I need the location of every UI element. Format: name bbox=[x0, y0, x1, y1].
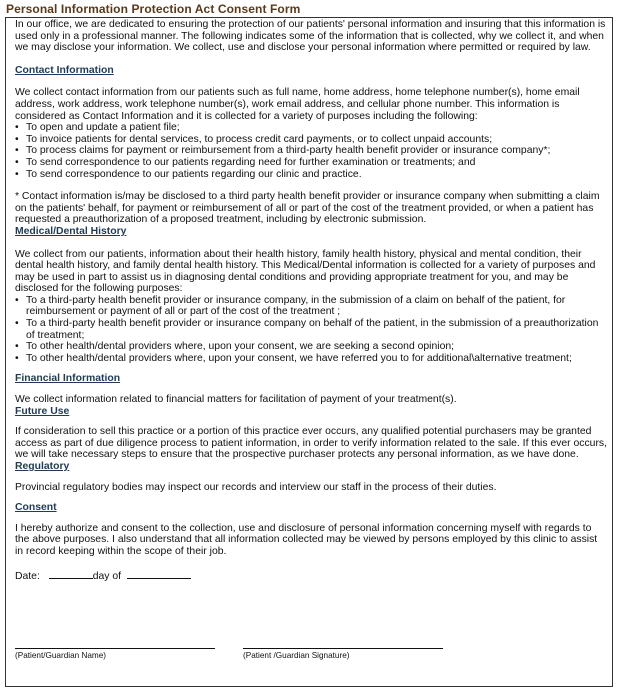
list-item: • To send correspondence to our patients regarding our clinic and practice. bbox=[15, 169, 607, 181]
month-blank[interactable] bbox=[127, 569, 191, 579]
contact-list bbox=[15, 122, 607, 180]
signature-line[interactable] bbox=[243, 648, 443, 649]
signature-signature-block bbox=[243, 648, 443, 660]
medical-heading: Medical/Dental History bbox=[15, 225, 127, 237]
regulatory-heading: Regulatory bbox=[15, 461, 70, 472]
consent-paragraph: I hereby authorize and consent to the collection, use and disclosure of personal information concerning myself with regards to the above purposes. I also understand that all information collected may be viewed by persons employed by this clinic to assist in record keeping within the scope of their job. bbox=[15, 522, 598, 557]
consent-heading: Consent bbox=[15, 502, 57, 514]
financial-heading: Financial Information bbox=[15, 373, 121, 385]
list-item: • To send correspondence to our patients regarding need for further examination or treatments; and bbox=[15, 157, 607, 169]
form-box bbox=[5, 17, 613, 687]
medical-paragraph: We collect from our patients, information about their health history, family health history, physical and mental condition, their dental health history, and family dental health history. This Medical/Dental information is collected for a variety of purposes and may be used in part to assist us in diagnosing dental conditions and providing appropriate treatment for you, and may be disclosed for the following purposes: bbox=[15, 248, 596, 295]
list-item: • To open and update a patient file; bbox=[15, 122, 607, 134]
form-title: Personal Information Protection Act Consent Form bbox=[6, 2, 301, 16]
list-item: • To invoice patients for dental services, to process credit card payments, or to collect unpaid accounts; bbox=[15, 134, 607, 146]
day-blank[interactable] bbox=[49, 569, 93, 579]
future-heading: Future Use bbox=[15, 405, 70, 417]
contact-note: * Contact information is/may be disclosed to a third party health benefit provider or insurance company when submitting a claim on the patients' behalf, for payment or reimbursement of all or part of the cost of the treatment provided, or when a patient has requested a preauthorization of a proposed treatment, including by electronic submission. bbox=[15, 191, 600, 226]
contact-paragraph: We collect contact information from our patients such as full name, home address, home telephone number(s), home email address, work address, work telephone number(s), work email address, and cellular phone number. This information is considered as Contact Information and it is collected for a variety of purposes including the following: bbox=[15, 87, 580, 122]
list-item: • To other health/dental providers where, upon your consent, we have referred you to for additional\alternative treatment; bbox=[15, 353, 607, 365]
name-line[interactable] bbox=[15, 648, 215, 649]
form-content bbox=[15, 19, 607, 582]
name-label: (Patient/Guardian Name) bbox=[15, 651, 107, 660]
contact-heading: Contact Information bbox=[15, 64, 114, 76]
date-row bbox=[15, 569, 607, 583]
regulatory-paragraph: Provincial regulatory bodies may inspect our records and interview our staff in the process of their duties. bbox=[15, 481, 497, 493]
list-item: • To other health/dental providers where, upon your consent, we are seeking a second opinion; bbox=[15, 341, 607, 353]
name-signature-block bbox=[15, 648, 215, 660]
day-of-label: day of bbox=[92, 570, 122, 582]
signature-label: (Patient /Guardian Signature) bbox=[243, 651, 350, 660]
date-label: Date: bbox=[15, 570, 40, 582]
medical-list bbox=[15, 295, 607, 365]
intro-paragraph: In our office, we are dedicated to ensuring the protection of our patients' personal information and insuring that this information is used only in a professional manner. The following indicates some of the information that is collected, why we collect it, and when we may disclose your information. We collect, use and disclose your personal information where permitted or required by law. bbox=[15, 19, 606, 54]
list-item: • To process claims for payment or reimbursement from a third-party health benefit provider or insurance company*; bbox=[15, 145, 607, 157]
list-item: • To a third-party health benefit provider or insurance company on behalf of the patient, in the submission of a preauthorization of treatment; bbox=[15, 318, 607, 341]
list-item: • To a third-party health benefit provider or insurance company, in the submission of a claim on behalf of the patient, for reimbursement or payment of all or part of the cost of the treatment ; bbox=[15, 295, 607, 318]
financial-paragraph: We collect information related to financial matters for facilitation of payment of your treatment(s). bbox=[15, 394, 457, 406]
future-paragraph: If consideration to sell this practice or a portion of this practice ever occurs, any qualified potential purchasers may be granted access as part of due diligence process to patient information, in order to verify information related to the sale. If this ever occurs, we will take necessary steps to ensure that the prospective purchaser protects any personal information, as we have done. bbox=[15, 426, 607, 461]
